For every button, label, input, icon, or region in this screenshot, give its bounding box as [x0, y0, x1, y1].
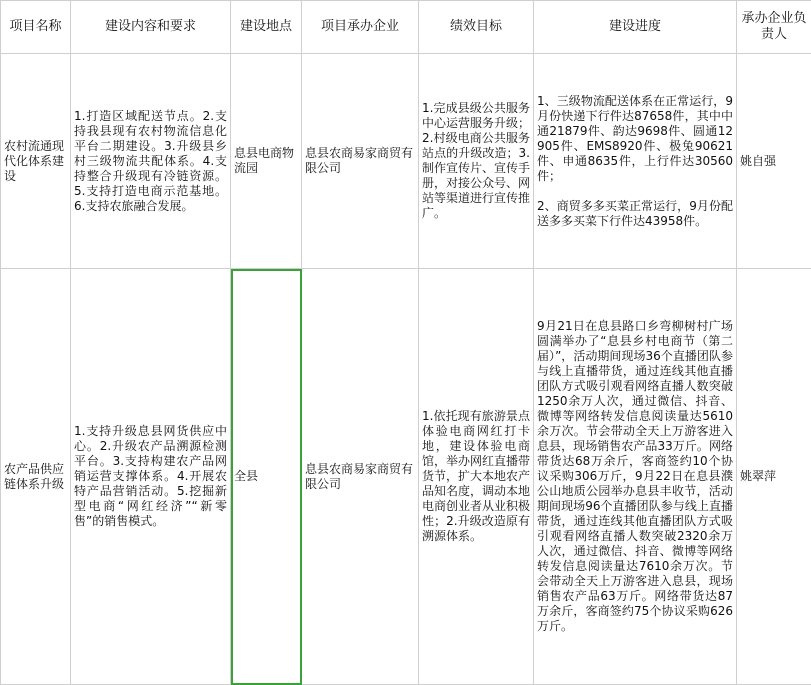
header-row	[1, 1, 811, 54]
cell-progress[interactable]: 1、三级物流配送体系在正常运行，9月份快递下行件达87658件，其中中通21879件、韵达9698件、圆通12905件、EMS8920件、极兔90621件、申通8635件，上行件达30560件； 2、商贸多多买菜正常运行，9月份配送多多买菜下行件达43958件。	[534, 54, 737, 269]
header-cell-site[interactable]: 建设地点	[231, 1, 302, 54]
cell-content[interactable]: 1.打造区域配送节点。2.支持我县现有农村物流信息化平台二期建设。3.升级县乡村三级物流共配体系。4.支持整合升级现有冷链资源。5.支持打造电商示范基地。6.支持农旅融合发展。	[71, 54, 231, 269]
table-row	[1, 54, 811, 269]
header-cell-content[interactable]: 建设内容和要求	[71, 1, 231, 54]
cell-owner[interactable]: 姚翠萍	[737, 269, 811, 685]
cell-org[interactable]: 息县农商易家商贸有限公司	[302, 269, 419, 685]
header-cell-org[interactable]: 项目承办企业	[302, 1, 419, 54]
cell-site-selected[interactable]: 全县	[231, 269, 302, 685]
header-cell-progress[interactable]: 建设进度	[534, 1, 737, 54]
cell-content[interactable]: 1.支持升级息县网货供应中心。2.升级农产品溯源检测平台。3.支持构建农产品网销运营支撑体系。4.开展农特产品营销活动。5.挖掘新型电商“网红经济”“新零售”的销售模式。	[71, 269, 231, 685]
cell-progress[interactable]: 9月21日在息县路口乡弯柳树村广场圆满举办了“息县乡村电商节（第二届）”，活动期间现场36个直播团队参与线上直播带货，通过连线其他直播团队方式吸引观看网络直播人数突破1250余万人次，通过微信、抖音、微博等网络转发信息阅读量达5610余万次。节会带动全天上万游客进入息县，现场销售农产品33万斤。网络带货达68万余斤，客商签约10个协议采购306万斤，9月22日在息县濮公山地质公园举办息县丰收节，活动期间现场96个直播团队参与线上直播带货，通过连线其他直播团队方式吸引观看网络直播人数突破2320余万人次，通过微信、抖音、微博等网络转发信息阅读量达7610余万次。节会带动全天上万游客进入息县，现场销售农产品63万斤。网络带货达87万余斤，客商签约75个协议采购626万斤。	[534, 269, 737, 685]
header-cell-name[interactable]: 项目名称	[1, 1, 71, 54]
cell-org[interactable]: 息县农商易家商贸有限公司	[302, 54, 419, 269]
cell-project-name[interactable]: 农村流通现代化体系建设	[1, 54, 71, 269]
header-cell-goal[interactable]: 绩效目标	[419, 1, 534, 54]
cell-goal[interactable]: 1.完成县级公共服务中心运营服务升级；2.村级电商公共服务站点的升级改造；3.制作宣传片、宣传手册，对接公众号、网站等渠道进行宣传推广。	[419, 54, 534, 269]
header-cell-owner[interactable]: 承办企业负责人	[737, 1, 811, 54]
cell-site[interactable]: 息县电商物流园	[231, 54, 302, 269]
table-row	[1, 269, 811, 685]
cell-project-name[interactable]: 农产品供应链体系升级	[1, 269, 71, 685]
cell-owner[interactable]: 姚自强	[737, 54, 811, 269]
cell-goal[interactable]: 1.依托现有旅游景点体验电商网红打卡地，建设体验电商馆，举办网红直播带货节，扩大本地农产品知名度，调动本地电商创业者从业积极性；2.升级改造原有溯源体系。	[419, 269, 534, 685]
